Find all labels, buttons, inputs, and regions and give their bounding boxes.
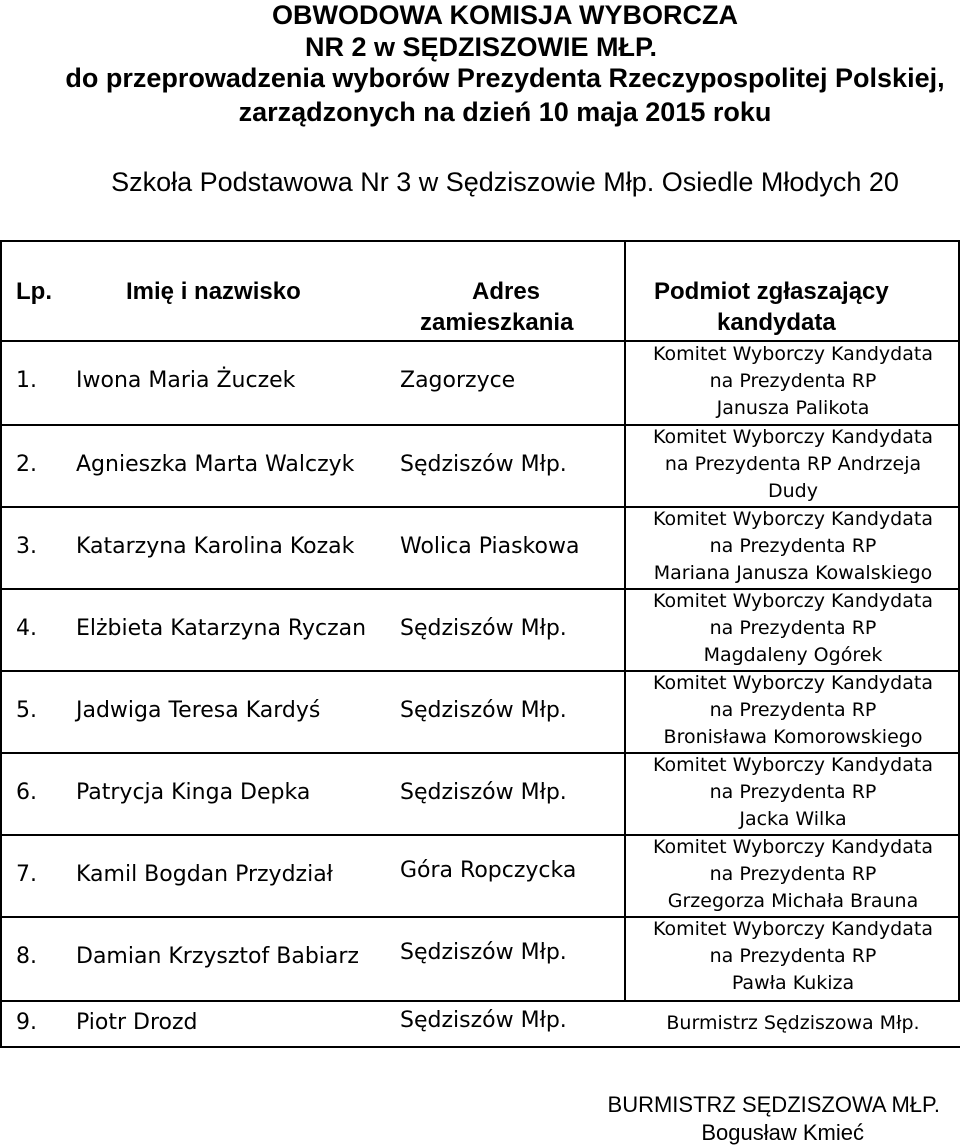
member-address: Góra Ropczycka [400,858,577,883]
submitting-entity-line: Komitet Wyborczy Kandydata [653,590,933,612]
commission-number: NR 2 w SĘDZISZOWIE MŁP. [304,32,658,62]
submitting-entity [626,506,960,587]
submitting-entity-line: na Prezydenta RP [709,535,877,557]
submitting-entity-line: Burmistrz Sędziszowa Młp. [666,1012,920,1034]
submitting-entity-line: Bronisława Komorowskiego [663,726,923,748]
submitting-entity-line: na Prezydenta RP [709,945,877,967]
row-number: 1. [16,368,37,393]
submitting-entity-line: Komitet Wyborczy Kandydata [653,426,933,448]
submitting-entity-line: Komitet Wyborczy Kandydata [653,754,933,776]
submitting-entity-line: na Prezydenta RP [709,863,877,885]
submitting-entity-line: Dudy [768,480,818,502]
member-address: Sędziszów Młp. [400,698,567,723]
submitting-entity-line: Komitet Wyborczy Kandydata [653,508,933,530]
row-number: 4. [16,616,37,641]
election-date: zarządzonych na dzień 10 maja 2015 roku [238,97,772,127]
table-border-left [0,240,2,1046]
row-number: 7. [16,862,37,887]
member-name: Iwona Maria Żuczek [76,368,296,393]
submitting-entity-line: Komitet Wyborczy Kandydata [653,918,933,940]
column-header-address-line1: Adres [472,278,541,305]
row-number: 6. [16,780,37,805]
member-address: Sędziszów Młp. [400,780,567,805]
election-purpose: do przeprowadzenia wyborów Prezydenta Rzeczypospolitej Polskiej, [65,63,945,93]
submitting-entity-line: Magdaleny Ogórek [703,644,883,666]
member-name: Patrycja Kinga Depka [76,780,311,805]
table-border-top [0,240,960,242]
submitting-entity-line: Pawła Kukiza [731,972,855,994]
row-number: 2. [16,452,37,477]
submitting-entity [626,424,960,505]
submitting-entity [626,916,960,997]
member-name: Elżbieta Katarzyna Ryczan [76,616,367,641]
commission-title: OBWODOWA KOMISJA WYBORCZA [272,0,738,30]
column-header-name: Imię i nazwisko [126,278,301,305]
submitting-entity-line: Jacka Wilka [739,808,847,830]
member-address: Zagorzyce [400,368,516,393]
submitting-entity-line: na Prezydenta RP [709,370,877,392]
submitting-entity-line: Komitet Wyborczy Kandydata [653,672,933,694]
submitting-entity-line: na Prezydenta RP [709,617,877,639]
member-address: Sędziszów Młp. [400,1008,567,1033]
submitting-entity-line: Grzegorza Michała Brauna [667,890,919,912]
signature-title: BURMISTRZ SĘDZISZOWA MŁP. [607,1092,940,1117]
member-address: Sędziszów Młp. [400,452,567,477]
submitting-entity-line: na Prezydenta RP [709,781,877,803]
submitting-entity [626,588,960,669]
member-address: Sędziszów Młp. [400,940,567,965]
submitting-entity [626,341,960,422]
submitting-entity-line: Komitet Wyborczy Kandydata [653,836,933,858]
member-name: Kamil Bogdan Przydział [76,862,333,887]
column-header-subject-line2: kandydata [717,309,836,336]
submitting-entity-line: na Prezydenta RP Andrzeja [664,453,922,475]
member-name: Damian Krzysztof Babiarz [76,944,359,969]
row-number: 8. [16,944,37,969]
submitting-entity-line: Mariana Janusza Kowalskiego [653,562,933,584]
row-number: 9. [16,1010,37,1035]
signature-name: Bogusław Kmieć [701,1120,864,1145]
member-address: Sędziszów Młp. [400,616,567,641]
member-name: Piotr Drozd [76,1010,198,1035]
row-number: 5. [16,698,37,723]
member-name: Jadwiga Teresa Kardyś [76,698,321,723]
column-header-lp: Lp. [16,278,52,305]
column-header-subject-line1: Podmiot zgłaszający [654,278,889,305]
submitting-entity-line: Komitet Wyborczy Kandydata [653,343,933,365]
member-address: Wolica Piaskowa [400,534,580,559]
submitting-entity [626,752,960,833]
table-border-bottom [0,1046,960,1048]
member-name: Agnieszka Marta Walczyk [76,452,355,477]
submitting-entity-line: na Prezydenta RP [709,699,877,721]
submitting-entity [626,670,960,751]
row-number: 3. [16,534,37,559]
submitting-entity [626,1010,960,1037]
member-name: Katarzyna Karolina Kozak [76,534,355,559]
column-header-address-line2: zamieszkania [420,309,574,336]
row-divider [0,1000,960,1002]
polling-location: Szkoła Podstawowa Nr 3 w Sędziszowie Młp. Osiedle Młodych 20 [111,167,899,197]
submitting-entity [626,834,960,915]
submitting-entity-line: Janusza Palikota [716,397,870,419]
